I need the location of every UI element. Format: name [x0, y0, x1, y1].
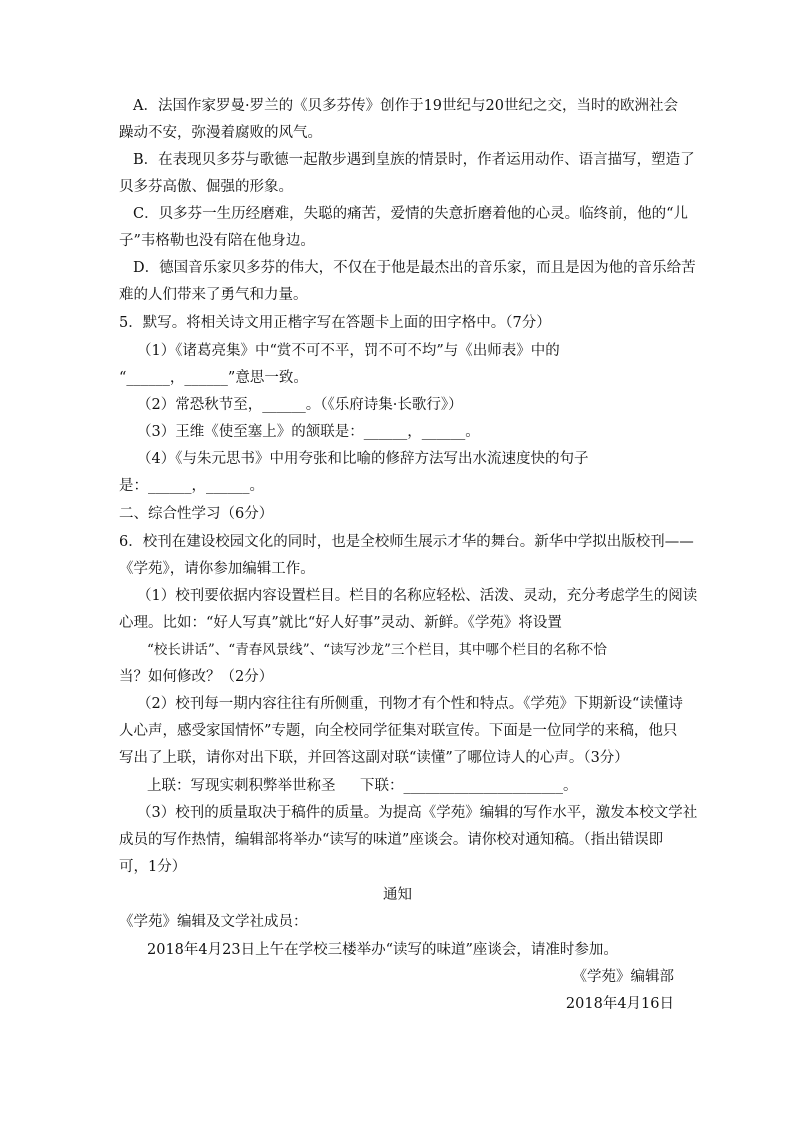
- question-5-item-1-line-1: （1）《诸葛亮集》中“赏不可不平，罚不可不均”与《出师表》中的: [137, 343, 560, 359]
- question-6-part-1-line-4: 当？如何修改？（2分）: [119, 669, 274, 685]
- notice-title: 通知: [383, 887, 412, 903]
- question-6-part-3-line-3: 可，1分）: [119, 859, 187, 875]
- question-5-item-4-line-1: （4）《与朱元思书》中用夸张和比喻的修辞方法写出水流速度快的句子: [137, 451, 589, 467]
- question-6-part-1-line-1: （1）校刊要依据内容设置栏目。栏目的名称应轻松、活泼、灵动，充分考虑学生的阅读: [137, 588, 698, 604]
- question-6-part-3-line-1: （3）校刊的质量取决于稿件的质量。为提高《学苑》编辑的写作水平，激发本校文学社: [137, 805, 698, 821]
- question-6-part-2-line-3: 写出了上联，请你对出下联，并回答这副对联“读懂”了哪位诗人的心声。（3分）: [119, 750, 629, 766]
- section-2-heading: 二、综合性学习（6分）: [119, 506, 274, 522]
- question-6-intro-line-1: 6．校刊在建设校园文化的同时，也是全校师生展示才华的舞台。新华中学拟出版校刊——: [119, 534, 694, 550]
- question-6-intro-line-2: 《学苑》，请你参加编辑工作。: [119, 561, 315, 577]
- question-6-part-2-line-2: 人心声，感受家国情怀”专题，向全校同学征集对联宣传。下面是一位同学的来稿，他只: [119, 723, 678, 739]
- question-6-part-2-line-1: （2）校刊每一期内容往往有所侧重，刊物才有个性和特点。《学苑》下期新设“读懂诗: [137, 696, 683, 712]
- option-b-line-2: 贝多芬高傲、倔强的形象。: [119, 179, 293, 195]
- notice-recipient: 《学苑》编辑及文学社成员：: [119, 914, 308, 930]
- option-a-line-2: 躁动不安，弥漫着腐败的风气。: [119, 125, 322, 141]
- option-d-line-1: D．德国音乐家贝多芬的伟大，不仅在于他是最杰出的音乐家，而且是因为他的音乐给苦: [133, 260, 696, 276]
- option-a-line-1: A．法国作家罗曼·罗兰的《贝多芬传》创作于19世纪与20世纪之交，当时的欧洲社会: [133, 98, 678, 114]
- question-5-title: 5．默写。将相关诗文用正楷字写在答题卡上面的田字格中。（7分）: [119, 315, 551, 331]
- question-6-part-1-line-3: “校长讲话”、“青春风景线”、“读写沙龙”三个栏目，其中哪个栏目的名称不恰: [147, 642, 607, 658]
- notice-date: 2018年4月16日: [565, 996, 674, 1012]
- question-5-item-3: （3）王维《使至塞上》的颔联是：______，______。: [137, 424, 480, 440]
- question-6-part-3-line-2: 成员的写作热情，编辑部将举办“读写的味道”座谈会。请你校对通知稿。（指出错误即: [119, 832, 664, 848]
- couplet-upper-line: 上联：写现实刺积弊举世称圣: [147, 778, 336, 794]
- couplet-lower-line: 下联：______________________。: [360, 778, 578, 794]
- option-b-line-1: B．在表现贝多芬与歌德一起散步遇到皇族的情景时，作者运用动作、语言描写，塑造了: [133, 152, 695, 168]
- option-c-line-1: C．贝多芬一生历经磨难，失聪的痛苦，爱情的失意折磨着他的心灵。临终前，他的“儿: [133, 206, 689, 222]
- question-5-item-4-line-2: 是：______，______。: [119, 478, 264, 494]
- notice-body: 2018年4月23日上午在学校三楼举办“读写的味道”座谈会，请准时参加。: [147, 942, 618, 958]
- option-d-line-2: 难的人们带来了勇气和力量。: [119, 287, 308, 303]
- question-6-part-1-line-2: 心理。比如：“好人写真”就比“好人好事”灵动、新鲜。《学苑》将设置: [119, 615, 562, 631]
- question-5-item-1-line-2: “______，______”意思一致。: [119, 370, 308, 386]
- question-5-item-2: （2）常恐秋节至，______。（《乐府诗集·长歌行》）: [137, 397, 463, 413]
- notice-signature: 《学苑》编辑部: [572, 969, 674, 985]
- option-c-line-2: 子”韦格勒也没有陪在他身边。: [119, 233, 315, 249]
